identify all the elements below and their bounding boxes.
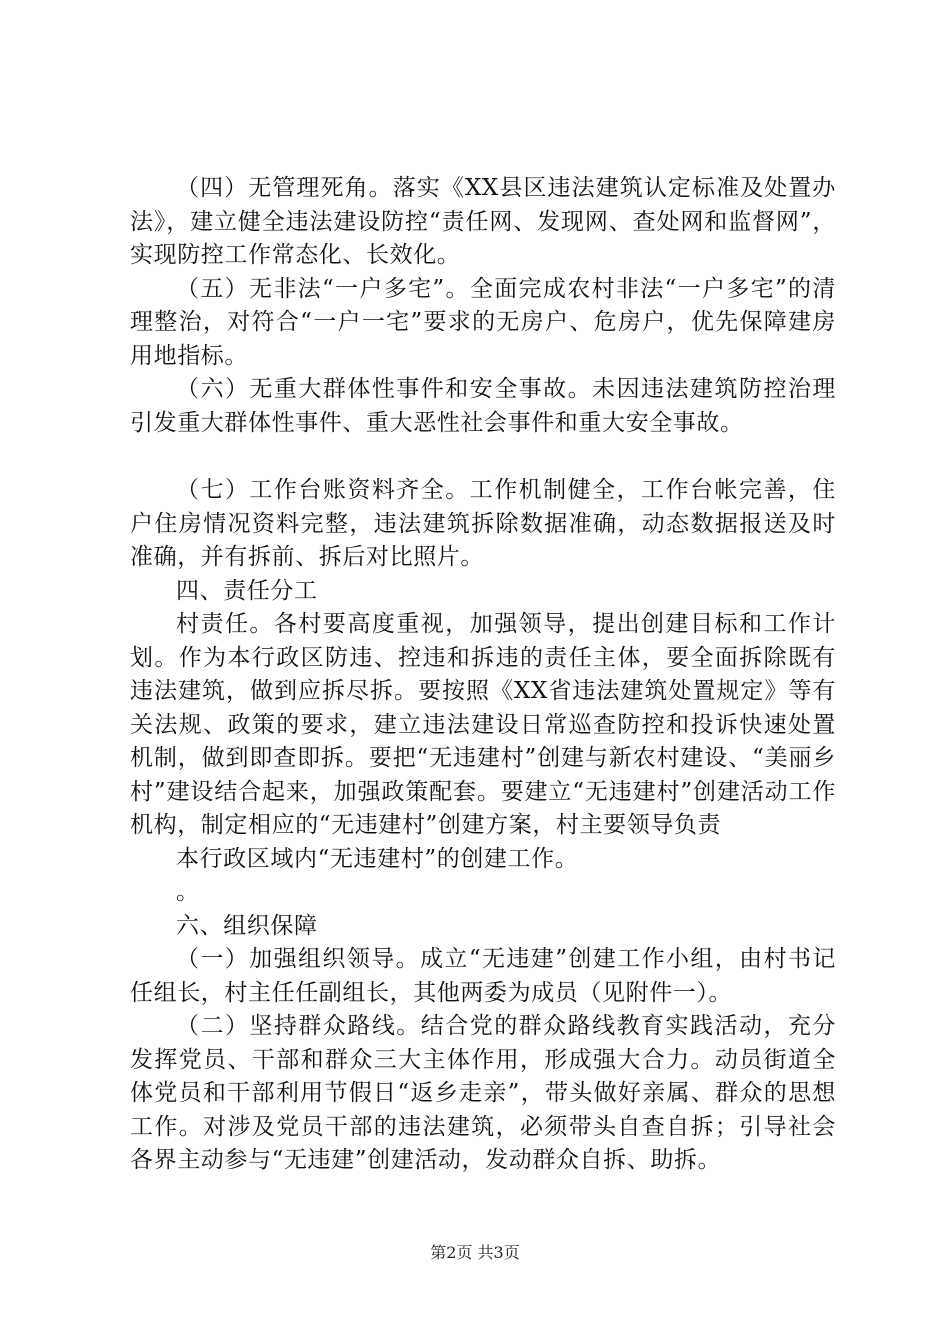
document-page xyxy=(130,172,836,1178)
section-heading-organization: 六、组织保障 xyxy=(176,912,318,939)
paragraph-no-illegal-multiple-houses: （五）无非法“一户多宅”。全面完成农村非法“一户多宅”的清理整治，对符合“一户一宅”要求的无房户、危房户，优先保障建房用地指标。 xyxy=(130,275,836,369)
paragraph-records-complete: （七）工作台账资料齐全。工作机制健全，工作台帐完善，住户住房情况资料完整，违法建筑拆除数据准确，动态数据报送及时准确，并有拆前、拆后对比照片。 xyxy=(130,477,836,570)
paragraph-mass-line: （二）坚持群众路线。结合党的群众路线教育实践活动，充分发挥党员、干部和群众三大主体作用，形成强大合力。动员街道全体党员和干部利用节假日“返乡走亲”，带头做好亲属、群众的思想工作。对涉及党员干部的违法建筑，必须带头自查自拆；引导社会各界主动参与“无违建”创建活动，发动群众自拆、助拆。 xyxy=(130,1013,836,1173)
paragraph-period: 。 xyxy=(176,879,200,905)
paragraph-strengthen-leadership: （一）加强组织领导。成立“无违建”创建工作小组，由村书记任组长，村主任任副组长，其他两委为成员（见附件一）。 xyxy=(130,946,836,1006)
paragraph-no-management-blind-spot: （四）无管理死角。落实《XX县区违法建筑认定标准及处置办法》，建立健全违法建设防控“责任网、发现网、查处网和监督网”，实现防控工作常态化、长效化。 xyxy=(130,175,836,268)
paragraph-village-responsibility: 村责任。各村要高度重视，加强领导，提出创建目标和工作计划。作为本行政区防违、控违和拆违的责任主体，要全面拆除既有违法建筑，做到应拆尽拆。要按照《XX省违法建筑处置规定》等有关法规、政策的要求，建立违法建设日常巡查防控和投诉快速处置机制，做到即查即拆。要把“无违建村”创建与新农村建设、“美丽乡村”建设结合起来，加强政策配套。要建立“无违建村”创建活动工作机构，制定相应的“无违建村”创建方案，村主要领导负责 xyxy=(130,611,836,838)
page-footer: 第2页 共3页 xyxy=(430,1243,520,1262)
paragraph-no-major-incidents: （六）无重大群体性事件和安全事故。未因违法建筑防控治理引发重大群体性事件、重大恶性社会事件和重大安全事故。 xyxy=(130,376,836,436)
section-heading-responsibilities: 四、责任分工 xyxy=(176,577,318,604)
paragraph-administrative-region: 本行政区域内“无违建村”的创建工作。 xyxy=(176,845,579,872)
